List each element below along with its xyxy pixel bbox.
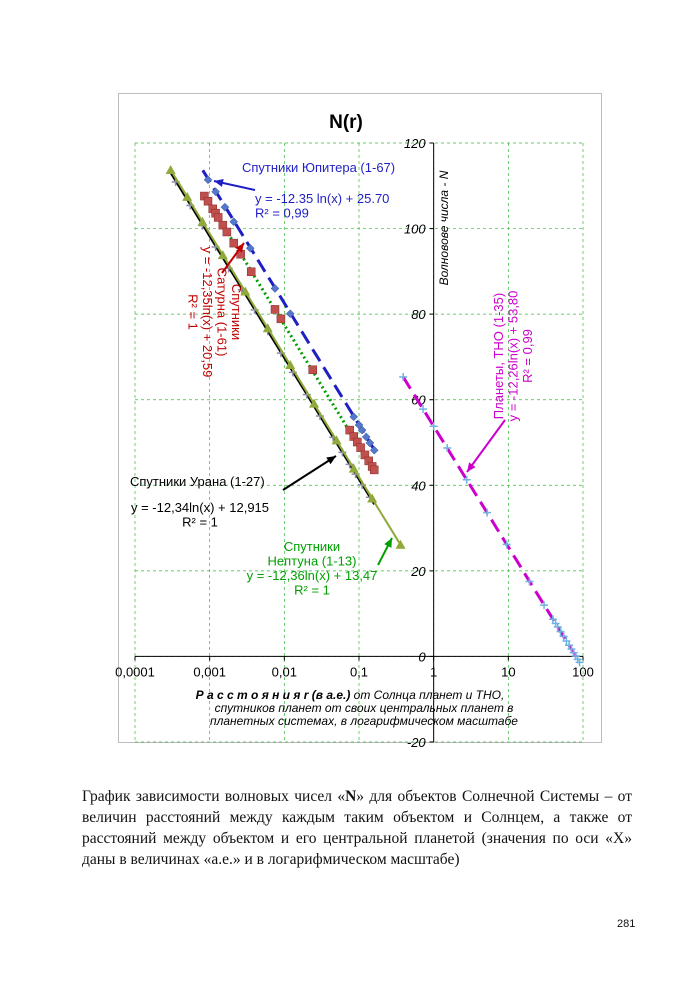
- caption-n-letter: N: [345, 788, 357, 805]
- annotation-line: Спутники: [229, 283, 244, 341]
- leader-arrow-line: [467, 420, 505, 472]
- x-axis-label: [196, 688, 505, 702]
- x-tick-label: 100: [572, 664, 594, 680]
- data-point: [166, 165, 176, 174]
- annotation-5: [247, 539, 378, 598]
- annotation-line: Спутники Юпитера (1-67): [242, 160, 396, 175]
- x-tick-label: 0,1: [349, 664, 369, 680]
- x-axis-label-line: от Солнца планет и ТНО,: [350, 688, 505, 702]
- leader-arrow-head: [467, 462, 476, 472]
- x-tick-label: 10: [501, 664, 516, 680]
- annotation-line: R² = 0,99: [255, 205, 309, 221]
- annotation-1: [255, 191, 389, 221]
- annotation-line: y = -12,36ln(x) + 13,47: [246, 568, 378, 583]
- y-tick-label: 100: [403, 221, 426, 237]
- caption-text-end: » для объектов Солнечной Системы – от величин расстояний между каждым таким объектом и Солнцем, а также от расстояний между объектом и его центральной планетой (значения по оси «X» даны в величинах «а.е.» и в логарифмическом масштабе): [82, 788, 632, 868]
- y-axis-label: Волновове числа - N: [437, 170, 451, 286]
- data-point: [396, 540, 406, 549]
- annotation-3: [130, 474, 265, 489]
- leader-arrow-head: [326, 456, 336, 464]
- annotation-line: Планеты, ТНО (1-35): [491, 292, 506, 420]
- y-tick-label: 120: [403, 136, 426, 151]
- data-point: [370, 466, 378, 474]
- annotation-4: [131, 500, 269, 530]
- data-point: [309, 366, 317, 374]
- data-point: [214, 213, 222, 221]
- annotation-line: R² = 1: [294, 582, 330, 598]
- data-point: [247, 268, 255, 276]
- annotation-line: Спутники Урана (1-27): [130, 474, 265, 489]
- x-tick-label: 1: [430, 664, 438, 680]
- data-point: [271, 305, 279, 313]
- x-tick-label: 0,0001: [115, 664, 155, 680]
- annotation-line: y = -12,34ln(x) + 12,915: [130, 500, 270, 515]
- y-tick-label: 60: [411, 392, 426, 408]
- y-tick-label: 0: [418, 649, 426, 665]
- data-point: [277, 315, 285, 323]
- annotation-line: y = -12.35 ln(x) + 25.70: [255, 191, 390, 206]
- figure-caption: [82, 786, 632, 870]
- annotation-line: Сатурна (1-61): [214, 267, 230, 357]
- x-axis-label-line: планетных системах, в логарифмическом масштабе: [210, 714, 518, 728]
- chart-title: N(r): [329, 112, 363, 133]
- x-tick-label: 0,01: [271, 664, 297, 680]
- y-tick-label: -20: [406, 735, 426, 750]
- annotation-line: R² = 0,99: [520, 329, 535, 383]
- annotation-2: [186, 247, 245, 378]
- y-tick-label: 80: [411, 307, 426, 323]
- x-tick-label: 0,001: [193, 664, 226, 680]
- annotation-line: y = -12,26ln(x) + 53,80: [505, 290, 521, 422]
- annotation-line: R² = 1: [185, 294, 201, 330]
- annotation-6: [491, 291, 535, 422]
- y-tick-label: 20: [411, 563, 426, 579]
- annotation-0: [242, 160, 395, 175]
- leader-arrow-line: [283, 456, 336, 490]
- data-point: [204, 197, 212, 205]
- annotation-line: R² = 1: [182, 514, 218, 530]
- page-number: 281: [617, 918, 636, 930]
- x-axis-label-bold: Р а с с т о я н и я r (в а.е.): [195, 688, 351, 702]
- annotation-line: y = -12,35ln(x) + 20,59: [200, 246, 215, 378]
- annotation-line: Спутники: [283, 539, 341, 554]
- x-axis-label-line: спутников планет от своих центральных планет в: [214, 701, 514, 715]
- caption-text-start: График зависимости волновых чисел «: [82, 788, 346, 805]
- data-point: [357, 444, 365, 452]
- leader-arrow-head: [214, 179, 224, 187]
- annotation-line: Нептуна (1-13): [267, 553, 357, 569]
- data-point: [230, 239, 238, 247]
- data-point: [223, 228, 231, 236]
- y-tick-label: 40: [411, 478, 426, 494]
